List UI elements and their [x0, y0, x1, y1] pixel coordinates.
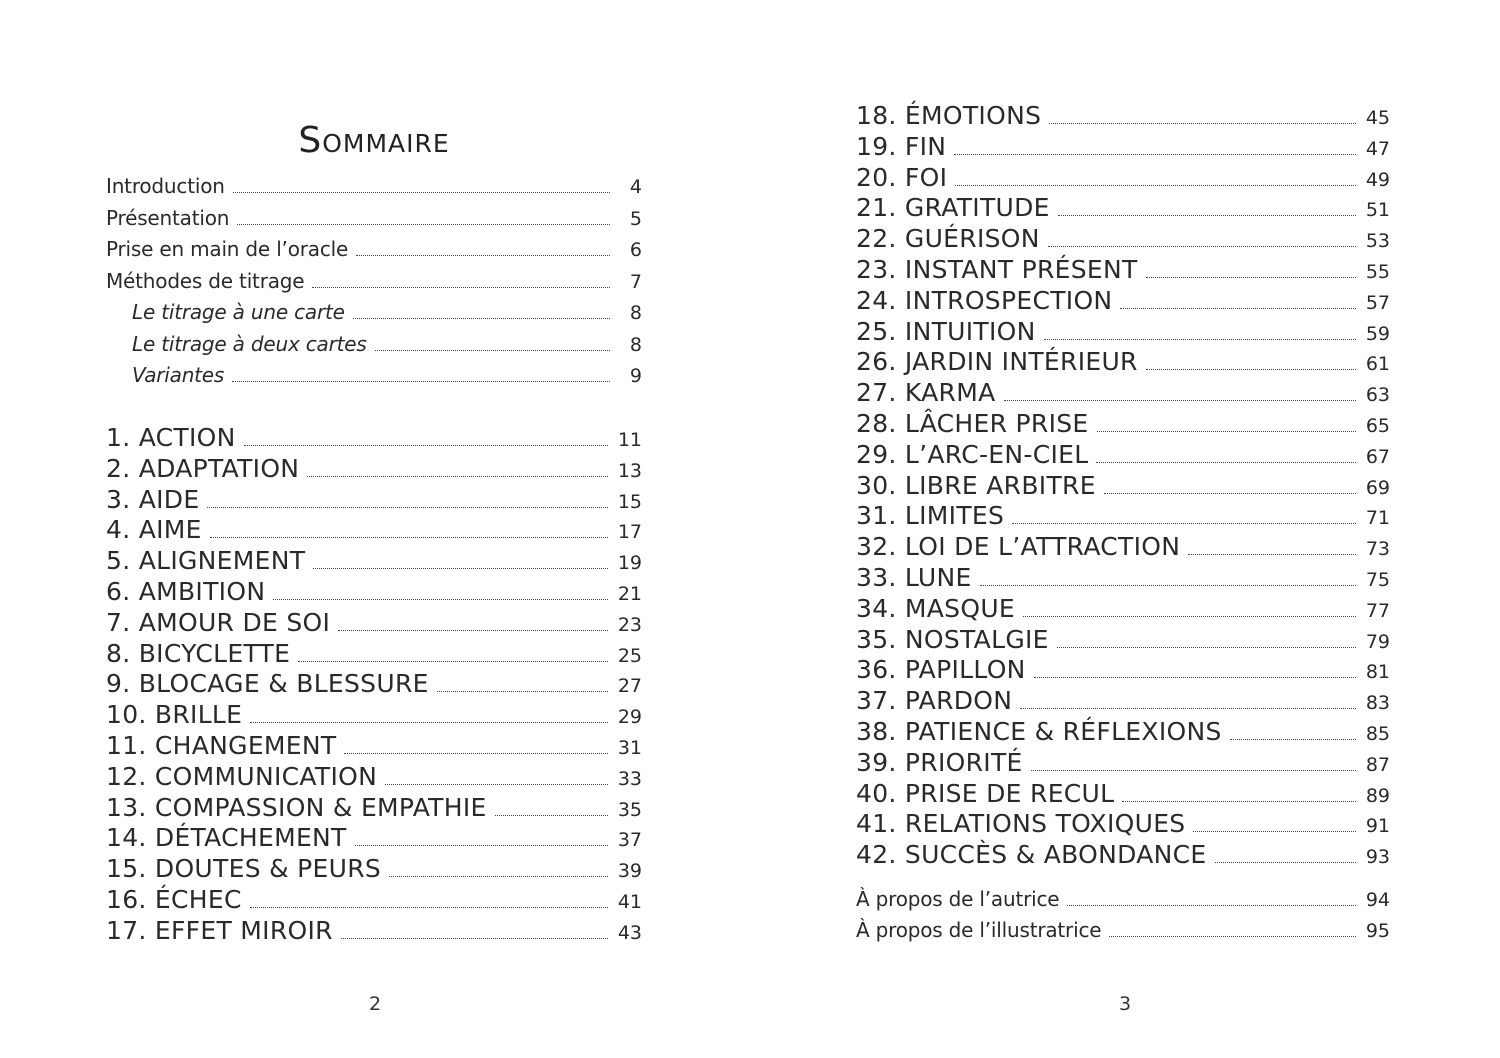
dot-leader: [1096, 462, 1355, 463]
toc-entry-page-number: 49: [1365, 168, 1390, 191]
toc-entry-label: Méthodes de titrage: [106, 268, 305, 293]
toc-entry-label: 24. INTROSPECTION: [856, 285, 1113, 315]
toc-entry-page-number: 15: [617, 490, 642, 513]
dot-leader: [1020, 708, 1356, 709]
toc-entry: [856, 594, 1390, 625]
toc-entry-label: 11. CHANGEMENT: [106, 730, 337, 760]
toc-entry-page-number: 8: [629, 333, 642, 356]
toc-entry-label: 21. GRATITUDE: [856, 193, 1050, 223]
dot-leader: [1215, 862, 1356, 863]
dot-leader: [237, 224, 610, 225]
dot-leader: [210, 537, 608, 538]
toc-entry-page-number: 9: [629, 365, 642, 387]
dot-leader: [1122, 801, 1355, 802]
dot-leader: [312, 287, 610, 288]
card-list-right: [856, 101, 1390, 871]
dot-leader: [298, 661, 608, 662]
toc-entry-label: À propos de l’autrice: [856, 887, 1060, 911]
toc-entry: [106, 300, 642, 332]
toc-entry-label: 22. GUÉRISON: [856, 224, 1040, 254]
toc-entry-label: 30. LIBRE ARBITRE: [856, 470, 1096, 500]
toc-entry-label: 1. ACTION: [106, 423, 236, 452]
toc-entry-label: Le titrage à une carte: [132, 300, 345, 324]
toc-entry: [106, 854, 642, 885]
toc-entry-page-number: 89: [1365, 784, 1390, 807]
toc-entry-label: 25. INTUITION: [856, 316, 1036, 346]
toc-entry: [106, 515, 642, 546]
toc-entry: [856, 840, 1390, 871]
toc-entry-page-number: 29: [617, 706, 642, 729]
toc-entry-page-number: 47: [1365, 137, 1390, 160]
toc-entry-page-number: 33: [617, 767, 642, 790]
toc-entry: [856, 347, 1390, 378]
toc-entry: [856, 286, 1390, 317]
toc-entry: [106, 916, 642, 947]
toc-entry: [856, 440, 1390, 471]
toc-entry: [856, 193, 1390, 224]
toc-entry-label: 37. PARDON: [856, 686, 1013, 716]
toc-entry: [106, 608, 642, 639]
dot-leader: [1188, 554, 1356, 555]
toc-entry-page-number: 85: [1365, 722, 1390, 745]
toc-entry-page-number: 83: [1365, 692, 1390, 715]
toc-entry: [106, 669, 642, 700]
dot-leader: [1146, 277, 1356, 278]
toc-entry: [856, 378, 1390, 409]
dot-leader: [1023, 616, 1356, 617]
dot-leader: [344, 753, 607, 754]
toc-entry-label: 4. AIME: [106, 515, 202, 545]
toc-entry-page-number: 87: [1365, 753, 1390, 776]
dot-leader: [307, 476, 608, 477]
dot-leader: [1057, 647, 1356, 648]
toc-entry: [106, 423, 642, 454]
toc-entry-label: Introduction: [106, 174, 225, 198]
toc-entry-page-number: 65: [1365, 414, 1390, 437]
page-number-left: 2: [368, 993, 382, 1015]
toc-entry: [856, 655, 1390, 686]
dot-leader: [1048, 246, 1356, 247]
dot-leader: [1058, 215, 1356, 216]
toc-entry-label: 39. PRIORITÉ: [856, 747, 1023, 777]
toc-entry-page-number: 55: [1365, 260, 1390, 283]
toc-entry: [106, 332, 642, 364]
toc-entry-label: 26. JARDIN INTÉRIEUR: [856, 347, 1138, 377]
toc-entry-label: 16. ÉCHEC: [106, 884, 242, 914]
toc-entry-page-number: 25: [617, 644, 642, 667]
toc-entry-label: 36. PAPILLON: [856, 655, 1026, 685]
toc-entry-label: 28. LÂCHER PRISE: [856, 408, 1089, 438]
toc-entry: [106, 639, 642, 670]
toc-entry-page-number: 75: [1365, 568, 1390, 591]
toc-entry-label: Prise en main de l’oracle: [106, 237, 349, 261]
dot-leader: [375, 350, 610, 351]
toc-entry-label: 15. DOUTES & PEURS: [106, 854, 382, 884]
toc-entry-label: 34. MASQUE: [856, 593, 1016, 623]
toc-entry-page-number: 43: [617, 921, 642, 944]
toc-entry: [856, 686, 1390, 717]
toc-entry-label: 13. COMPASSION & EMPATHIE: [106, 792, 487, 822]
toc-entry: [856, 163, 1390, 194]
dot-leader: [1067, 905, 1355, 906]
toc-entry: [106, 485, 642, 516]
toc-entry-page-number: 71: [1365, 507, 1390, 530]
dot-leader: [955, 185, 1356, 186]
toc-entry-page-number: 4: [629, 176, 642, 198]
dot-leader: [1146, 369, 1356, 370]
toc-entry-label: Le titrage à deux cartes: [132, 331, 367, 356]
toc-entry-label: 17. EFFET MIROIR: [106, 915, 333, 945]
toc-entry-page-number: 77: [1365, 599, 1390, 622]
toc-entry-page-number: 45: [1365, 107, 1390, 129]
toc-entry-page-number: 21: [617, 582, 642, 605]
dot-leader: [495, 815, 608, 816]
dot-leader: [385, 784, 608, 785]
toc-entry: [106, 762, 642, 793]
toc-entry: [106, 237, 642, 269]
toc-entry-label: 32. LOI DE L’ATTRACTION: [856, 532, 1181, 562]
toc-entry-page-number: 57: [1365, 291, 1390, 314]
toc-entry: [856, 101, 1390, 132]
toc-entry: [106, 269, 642, 301]
toc-entry: [106, 700, 642, 731]
toc-entry: [106, 731, 642, 762]
toc-entry-label: 40. PRISE DE RECUL: [856, 778, 1115, 808]
toc-entry-label: 9. BLOCAGE & BLESSURE: [106, 669, 429, 699]
toc-entry-page-number: 27: [617, 675, 642, 698]
toc-entry-page-number: 39: [617, 860, 642, 883]
dot-leader: [233, 192, 610, 193]
toc-entry: [856, 532, 1390, 563]
toc-entry: [856, 563, 1390, 594]
toc-entry-page-number: 41: [617, 890, 642, 913]
dot-leader: [207, 507, 607, 508]
toc-entry-label: 14. DÉTACHEMENT: [106, 823, 347, 853]
toc-entry-page-number: 59: [1365, 322, 1390, 345]
toc-entry: [856, 317, 1390, 348]
toc-entry-label: Présentation: [106, 205, 230, 230]
toc-entry-page-number: 11: [617, 429, 642, 451]
toc-entry-page-number: 67: [1365, 445, 1390, 468]
toc-entry: [856, 918, 1390, 949]
toc-entry-label: 38. PATIENCE & RÉFLEXIONS: [856, 716, 1222, 746]
dot-leader: [1031, 770, 1356, 771]
toc-entry-page-number: 23: [617, 613, 642, 636]
toc-title: Sommaire: [298, 120, 450, 162]
dot-leader: [1012, 523, 1356, 524]
toc-entry-page-number: 37: [617, 829, 642, 852]
toc-entry: [856, 409, 1390, 440]
toc-entry: [856, 224, 1390, 255]
toc-entry-page-number: 94: [1365, 889, 1390, 911]
toc-entry-page-number: 13: [617, 459, 642, 482]
toc-entry: [856, 501, 1390, 532]
toc-entry: [106, 206, 642, 238]
dot-leader: [437, 691, 608, 692]
toc-entry: [856, 748, 1390, 779]
toc-entry: [106, 174, 642, 206]
toc-entry-page-number: 91: [1365, 815, 1390, 838]
dot-leader: [356, 255, 610, 256]
toc-entry-label: 2. ADAPTATION: [106, 453, 300, 483]
toc-entry-label: 5. ALIGNEMENT: [106, 546, 306, 576]
toc-entry: [856, 625, 1390, 656]
dot-leader: [1004, 400, 1356, 401]
toc-entry-label: 7. AMOUR DE SOI: [106, 607, 331, 637]
back-matter-list: [856, 887, 1390, 949]
page-number-right: 3: [1118, 993, 1132, 1015]
toc-entry-label: 33. LUNE: [856, 562, 972, 592]
toc-entry-page-number: 61: [1365, 353, 1390, 376]
toc-entry-label: 6. AMBITION: [106, 576, 266, 606]
toc-entry: [106, 363, 642, 395]
toc-entry-page-number: 19: [617, 552, 642, 575]
toc-entry: [856, 255, 1390, 286]
toc-entry-label: 31. LIMITES: [856, 501, 1005, 531]
toc-entry-label: 3. AIDE: [106, 484, 200, 514]
toc-entry-label: 29. L’ARC-EN-CIEL: [856, 439, 1089, 469]
toc-entry-label: Variantes: [132, 363, 225, 387]
toc-entry-page-number: 51: [1365, 199, 1390, 222]
toc-entry-page-number: 69: [1365, 476, 1390, 499]
dot-leader: [355, 845, 608, 846]
dot-leader: [338, 630, 608, 631]
dot-leader: [1230, 739, 1356, 740]
toc-entry-label: 18. ÉMOTIONS: [856, 101, 1042, 130]
dot-leader: [244, 445, 608, 446]
toc-entry-page-number: 8: [629, 302, 642, 324]
toc-entry-page-number: 6: [629, 239, 642, 261]
toc-entry-page-number: 35: [617, 798, 642, 821]
toc-entry: [856, 779, 1390, 810]
toc-entry-page-number: 17: [617, 521, 642, 544]
dot-leader: [341, 938, 608, 939]
toc-entry: [106, 793, 642, 824]
toc-entry: [856, 471, 1390, 502]
dot-leader: [353, 318, 610, 319]
dot-leader: [273, 599, 607, 600]
dot-leader: [1097, 431, 1356, 432]
toc-entry-label: 19. FIN: [856, 131, 947, 161]
toc-entry-page-number: 31: [617, 736, 642, 759]
dot-leader: [389, 876, 608, 877]
front-matter-list: [106, 174, 642, 395]
toc-entry-page-number: 79: [1365, 630, 1390, 653]
toc-entry-page-number: 5: [629, 207, 642, 230]
toc-entry: [856, 132, 1390, 163]
dot-leader: [250, 907, 608, 908]
toc-entry-page-number: 93: [1365, 846, 1390, 869]
toc-entry-label: 42. SUCCÈS & ABONDANCE: [856, 840, 1207, 870]
toc-entry-page-number: 7: [629, 270, 642, 293]
dot-leader: [1034, 677, 1356, 678]
toc-entry-page-number: 81: [1365, 661, 1390, 684]
dot-leader: [313, 568, 608, 569]
toc-entry-label: 8. BICYCLETTE: [106, 638, 291, 668]
dot-leader: [954, 154, 1356, 155]
toc-entry: [106, 823, 642, 854]
dot-leader: [1193, 831, 1355, 832]
card-list-left: [106, 423, 642, 947]
toc-entry-label: 20. FOI: [856, 162, 948, 192]
toc-entry: [856, 809, 1390, 840]
toc-entry-label: 35. NOSTALGIE: [856, 624, 1049, 654]
dot-leader: [1120, 308, 1355, 309]
toc-entry-label: 27. KARMA: [856, 378, 996, 408]
toc-entry-page-number: 95: [1365, 920, 1390, 942]
dot-leader: [1049, 123, 1356, 124]
toc-entry: [856, 887, 1390, 918]
toc-entry-label: 10. BRILLE: [106, 700, 243, 730]
toc-entry-label: 23. INSTANT PRÉSENT: [856, 254, 1138, 284]
dot-leader: [1104, 493, 1356, 494]
toc-entry: [106, 546, 642, 577]
toc-entry-label: 12. COMMUNICATION: [106, 761, 378, 791]
toc-entry-page-number: 53: [1365, 230, 1390, 253]
toc-entry-label: 41. RELATIONS TOXIQUES: [856, 809, 1186, 839]
dot-leader: [250, 722, 608, 723]
toc-entry-page-number: 63: [1365, 384, 1390, 407]
toc-entry-label: À propos de l’illustratrice: [856, 918, 1102, 942]
dot-leader: [232, 381, 610, 382]
dot-leader: [1044, 339, 1356, 340]
dot-leader: [980, 585, 1356, 586]
dot-leader: [1109, 936, 1355, 937]
right-page: [750, 0, 1500, 1058]
toc-entry: [106, 885, 642, 916]
toc-entry: [106, 577, 642, 608]
toc-entry: [106, 454, 642, 485]
toc-entry: [856, 717, 1390, 748]
toc-entry-page-number: 73: [1365, 538, 1390, 561]
